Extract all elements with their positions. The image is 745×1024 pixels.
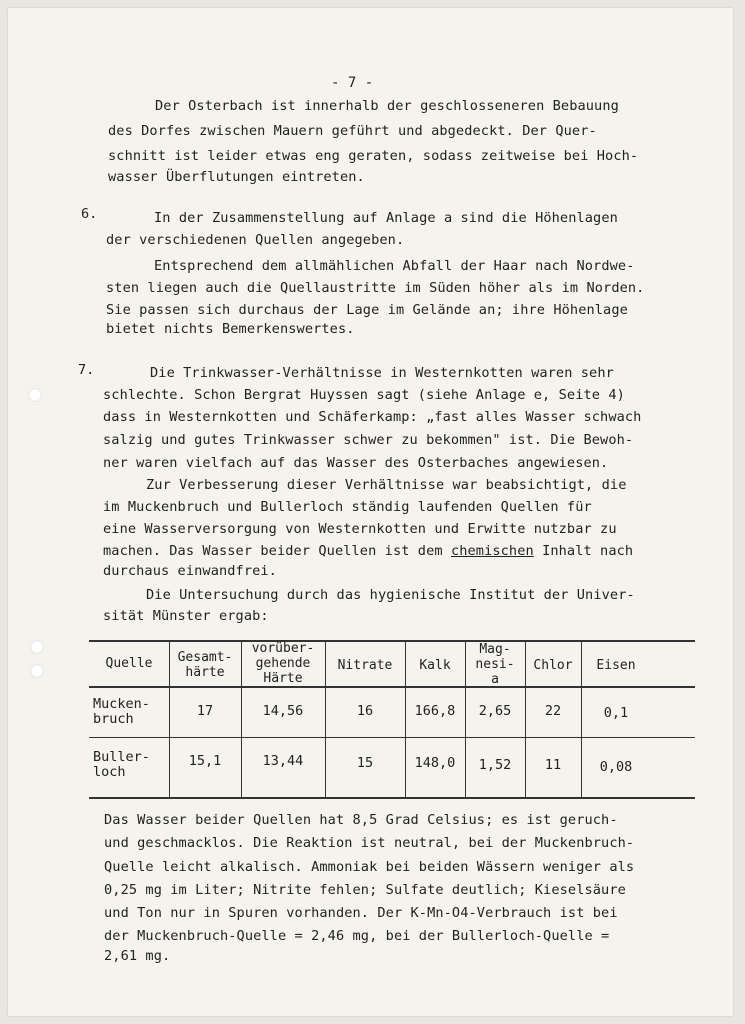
underlined-word: chemischen — [450, 543, 534, 559]
table-cell: 2,65 — [478, 703, 512, 719]
table-header: Mag- nesi- a — [475, 642, 515, 687]
paragraph-line: des Dorfes zwischen Mauern geführt und abgedeckt. Der Quer- — [108, 123, 597, 139]
paragraph-line: salzig und gutes Trinkwasser schwer zu bekommen" ist. Die Bewoh- — [103, 432, 634, 448]
section-number: 6. — [81, 206, 98, 222]
punch-hole — [30, 664, 44, 678]
table-cell: 1,52 — [478, 757, 512, 773]
text-segment: Inhalt nach — [533, 543, 634, 559]
table-cell: Buller- loch — [93, 749, 150, 780]
paragraph-line: Der Osterbach ist innerhalb der geschlosseneren Bebauung — [155, 98, 619, 114]
paragraph-line: im Muckenbruch und Bullerloch ständig laufenden Quellen für — [103, 499, 592, 515]
paragraph-line: schnitt ist leider etwas eng geraten, sodass zeitweise bei Hoch- — [108, 148, 639, 164]
paragraph-line: eine Wasserversorgung von Westernkotten und Erwitte nutzbar zu — [103, 521, 617, 537]
table-cell: 0,08 — [599, 759, 633, 775]
paragraph-line: wasser Überflutungen eintreten. — [108, 169, 365, 185]
table-header: vorüber- gehende Härte — [251, 641, 315, 686]
punch-hole — [30, 640, 44, 654]
paragraph-line: 0,25 mg im Liter; Nitrite fehlen; Sulfate deutlich; Kieselsäure — [104, 882, 626, 898]
page-number: - 7 - — [331, 75, 374, 91]
paragraph-line: 2,61 mg. — [104, 948, 171, 964]
paragraph-line: sten liegen auch die Quellaustritte im Süden höher als im Norden. — [106, 280, 645, 296]
table-header: Chlor — [533, 658, 573, 673]
table-rule — [89, 686, 695, 688]
text-segment: machen. Das Wasser beider Quellen ist dem — [103, 543, 451, 559]
paragraph-line: Sie passen sich durchaus der Lage im Gelände an; ihre Höhenlage — [106, 302, 628, 318]
table-cell: 166,8 — [414, 703, 456, 719]
paragraph-line: sität Münster ergab: — [103, 608, 269, 624]
paragraph-line: Die Untersuchung durch das hygienische Institut der Univer- — [146, 587, 635, 603]
paragraph-line: Entsprechend dem allmählichen Abfall der Haar nach Nordwe- — [154, 258, 635, 274]
paragraph-line: durchaus einwandfrei. — [103, 563, 277, 579]
paragraph-line: der verschiedenen Quellen angegeben. — [106, 232, 405, 248]
table-cell: 11 — [544, 757, 562, 773]
section-number: 7. — [78, 362, 95, 378]
paragraph-line: bietet nichts Bemerkenswertes. — [106, 321, 355, 337]
table-cell: 22 — [544, 703, 562, 719]
table-cell: 14,56 — [262, 703, 304, 719]
table-header: Kalk — [419, 658, 451, 673]
paragraph-line: Die Trinkwasser-Verhältnisse in Westernkotten waren sehr — [150, 365, 614, 381]
table-header: Eisen — [596, 658, 636, 673]
table-cell: 17 — [196, 703, 214, 719]
table-cell: 148,0 — [414, 755, 456, 771]
paragraph-line: der Muckenbruch-Quelle = 2,46 mg, bei der Bullerloch-Quelle = — [104, 928, 610, 944]
paragraph-line: Quelle leicht alkalisch. Ammoniak bei beiden Wässern weniger als — [104, 859, 635, 875]
table-cell: Mucken- bruch — [93, 696, 150, 727]
table-header: Nitrate — [337, 658, 393, 673]
table-header: Gesamt- härte — [177, 650, 233, 680]
paragraph-line: und geschmacklos. Die Reaktion ist neutral, bei der Muckenbruch- — [104, 835, 635, 851]
table-cell: 15,1 — [188, 753, 222, 769]
table-cell: 15 — [356, 755, 374, 771]
table-cell: 13,44 — [262, 753, 304, 769]
water-analysis-table — [89, 640, 695, 800]
paragraph-line: dass in Westernkotten und Schäferkamp: „fast alles Wasser schwach — [103, 409, 642, 425]
paragraph-line: Das Wasser beider Quellen hat 8,5 Grad Celsius; es ist geruch- — [104, 812, 618, 828]
table-rule — [89, 640, 695, 642]
paragraph-line: In der Zusammenstellung auf Anlage a sind die Höhenlagen — [154, 210, 618, 226]
punch-hole — [28, 388, 42, 402]
paragraph-line: ner waren vielfach auf das Wasser des Osterbaches angewiesen. — [103, 455, 609, 471]
paragraph-line: und Ton nur in Spuren vorhanden. Der K-Mn-O4-Verbrauch ist bei — [104, 905, 618, 921]
table-cell: 0,1 — [603, 705, 629, 721]
paragraph-line: Zur Verbesserung dieser Verhältnisse war beabsichtigt, die — [146, 477, 627, 493]
table-cell: 16 — [356, 703, 374, 719]
table-header: Quelle — [105, 656, 153, 671]
paragraph-line: schlechte. Schon Bergrat Huyssen sagt (siehe Anlage e, Seite 4) — [103, 387, 625, 403]
table-rule — [89, 737, 695, 738]
table-rule — [89, 797, 695, 799]
